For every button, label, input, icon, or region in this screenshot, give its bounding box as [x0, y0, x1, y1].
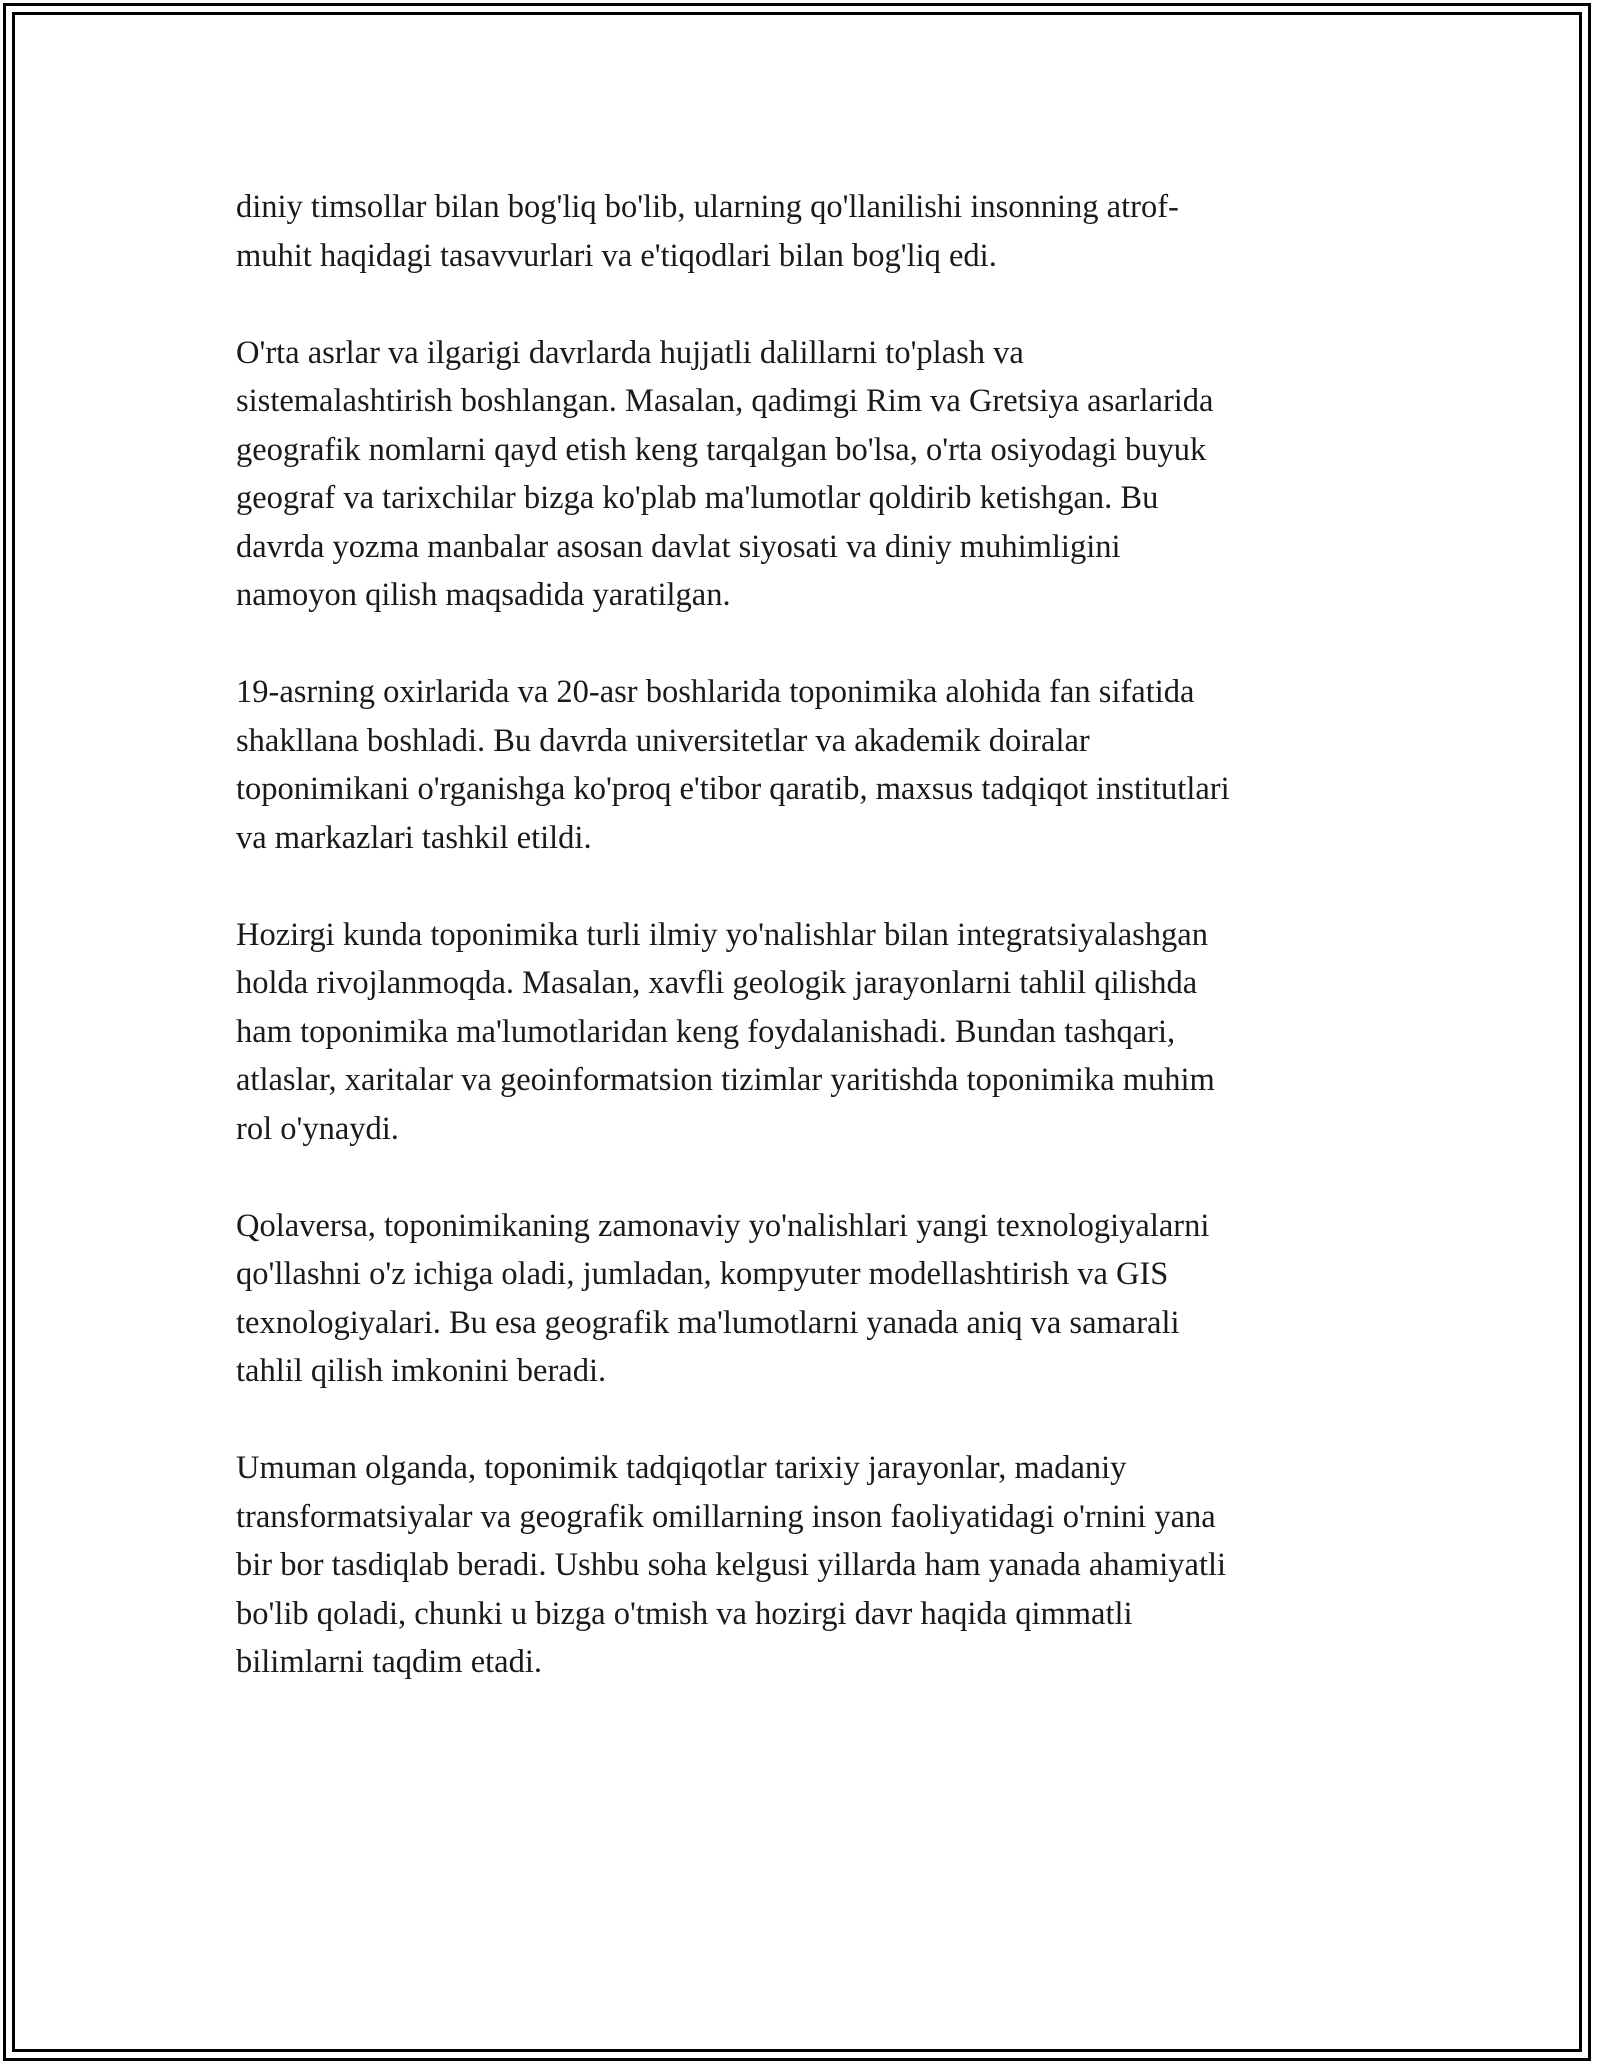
text-line: Umuman olganda, toponimik tadqiqotlar tarixiy jarayonlar, madaniy: [236, 1450, 1127, 1486]
text-line: geografik nomlarni qayd etish keng tarqalgan bo'lsa, o'rta osiyodagi buyuk: [236, 431, 1207, 468]
text-line: ham toponimika ma'lumotlaridan keng foydalanishadi. Bundan tashqari,: [236, 1013, 1176, 1050]
text-line: sistemalashtirish boshlangan. Masalan, qadimgi Rim va Gretsiya asarlarida: [236, 383, 1214, 419]
text-line: atlaslar, xaritalar va geoinformatsion tizimlar yaritishda toponimika muhim: [236, 1062, 1215, 1098]
text-line: va markazlari tashkil etildi.: [236, 819, 592, 856]
text-line: tahlil qilish imkonini beradi.: [236, 1353, 607, 1389]
paragraph-4: [236, 911, 1386, 1154]
text-line: 19-asrning oxirlarida va 20-asr boshlarida toponimika alohida fan sifatida: [236, 674, 1195, 710]
text-line: Qolaversa, toponimikaning zamonaviy yo'nalishlari yangi texnologiyalarni: [236, 1207, 1210, 1244]
text-line: rol o'ynaydi.: [236, 1110, 399, 1147]
paragraph-1: [236, 183, 1386, 280]
paragraph-2: [236, 329, 1386, 620]
text-line: holda rivojlanmoqda. Masalan, xavfli geologik jarayonlarni tahlil qilishda: [236, 965, 1198, 1001]
text-line: bilimlarni taqdim etadi.: [236, 1644, 542, 1680]
text-line: geograf va tarixchilar bizga ko'plab ma'lumotlar qoldirib ketishgan. Bu: [236, 480, 1159, 516]
text-line: transformatsiyalar va geografik omillarning inson faoliyatidagi o'rnini yana: [236, 1498, 1216, 1535]
text-line: muhit haqidagi tasavvurlari va e'tiqodlari bilan bog'liq edi.: [236, 237, 997, 274]
document-body: [236, 183, 1386, 1735]
text-line: texnologiyalari. Bu esa geografik ma'lumotlarni yanada aniq va samarali: [236, 1304, 1180, 1341]
text-line: bo'lib qoladi, chunki u bizga o'tmish va hozirgi davr haqida qimmatli: [236, 1595, 1133, 1632]
text-line: O'rta asrlar va ilgarigi davrlarda hujjatli dalillarni to'plash va: [236, 334, 1024, 371]
text-line: davrda yozma manbalar asosan davlat siyosati va diniy muhimligini: [236, 528, 1121, 565]
text-line: qo'llashni o'z ichiga oladi, jumladan, kompyuter modellashtirish va GIS: [236, 1256, 1169, 1292]
paragraph-6: [236, 1444, 1386, 1687]
text-line: diniy timsollar bilan bog'liq bo'lib, ularning qo'llanilishi insonning atrof-: [236, 189, 1179, 225]
text-line: bir bor tasdiqlab beradi. Ushbu soha kelgusi yillarda ham yanada ahamiyatli: [236, 1547, 1227, 1583]
text-line: Hozirgi kunda toponimika turli ilmiy yo'nalishlar bilan integratsiyalashgan: [236, 916, 1208, 953]
text-line: shakllana boshladi. Bu davrda universitetlar va akademik doiralar: [236, 722, 1090, 759]
text-line: namoyon qilish maqsadida yaratilgan.: [236, 577, 731, 613]
paragraph-3: [236, 668, 1386, 862]
text-line: toponimikani o'rganishga ko'proq e'tibor qaratib, maxsus tadqiqot institutlari: [236, 771, 1230, 807]
paragraph-5: [236, 1202, 1386, 1396]
